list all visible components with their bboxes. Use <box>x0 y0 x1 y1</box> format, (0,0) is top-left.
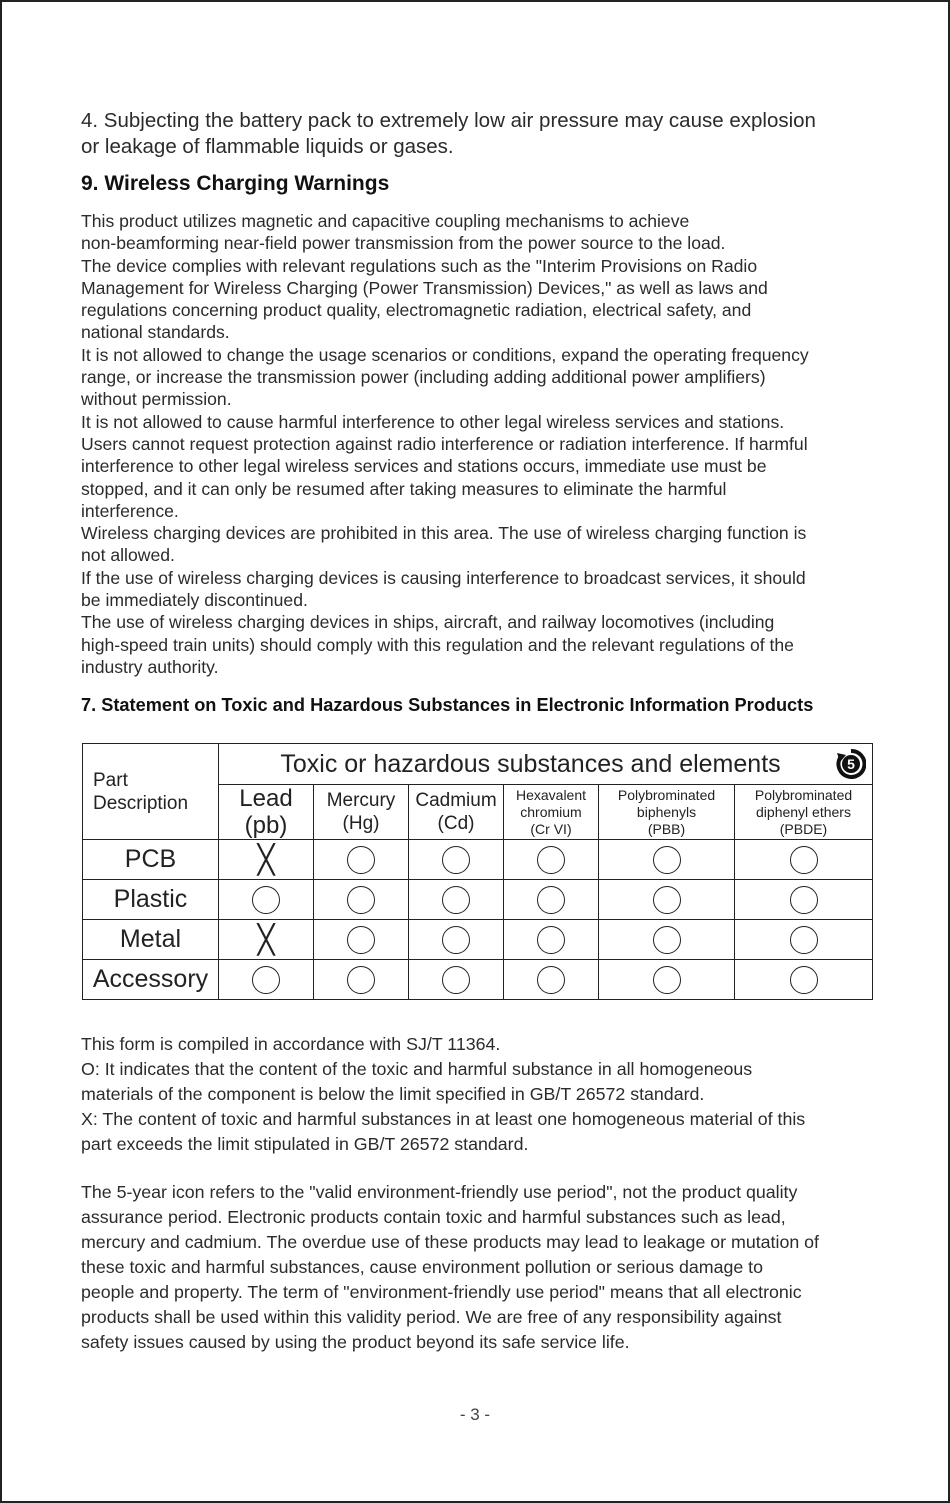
substance-mark-cell <box>409 880 504 920</box>
below-limit-circle-mark <box>442 966 470 994</box>
substance-mark-cell <box>219 880 314 920</box>
below-limit-circle-mark <box>347 926 375 954</box>
substance-mark-cell <box>599 840 735 880</box>
element-name: Mercury <box>326 790 396 811</box>
element-symbol: (Hg) <box>342 813 380 834</box>
substance-mark-cell <box>599 960 735 1000</box>
substance-mark-cell <box>735 960 873 1000</box>
toxic-heading: 7. Statement on Toxic and Hazardous Substances in Electronic Information Products <box>81 695 814 716</box>
table-body <box>83 840 873 1000</box>
exceeds-limit-mark: ╳ <box>257 843 275 875</box>
note-line: X: The content of toxic and harmful substances in at least one homogeneous material of this <box>81 1109 806 1129</box>
wireless-text-line: not allowed. <box>81 545 175 566</box>
element-symbol: (PBDE) <box>779 820 828 837</box>
part-name-cell: Accessory <box>83 960 219 1000</box>
table-header-row <box>83 744 873 785</box>
below-limit-circle-mark <box>347 886 375 914</box>
wireless-text-line: high-speed train units) should comply with this regulation and the relevant regulations of the <box>81 634 794 655</box>
below-limit-circle-mark <box>347 846 375 874</box>
part-description-header <box>83 744 219 840</box>
wireless-paragraph <box>81 210 873 678</box>
wireless-text-line: If the use of wireless charging devices is causing interference to broadcast services, it should <box>81 567 806 588</box>
below-limit-circle-mark <box>442 846 470 874</box>
below-limit-circle-mark <box>790 966 818 994</box>
wireless-text-line: Management for Wireless Charging (Power Transmission) Devices," as well as laws and <box>81 277 768 298</box>
below-limit-circle-mark <box>252 886 280 914</box>
legend-notes <box>81 1032 873 1157</box>
substance-mark-cell <box>504 920 599 960</box>
part-name-cell: Plastic <box>83 880 219 920</box>
note-line: mercury and cadmium. The overdue use of these products may lead to leakage or mutation of <box>81 1232 819 1252</box>
element-lead-header <box>219 785 314 840</box>
part-header-line: Description <box>93 792 189 814</box>
wireless-text-line: regulations concerning product quality, electromagnetic radiation, electrical safety, and <box>81 300 752 321</box>
wireless-text-line: range, or increase the transmission power (including adding additional power amplifiers) <box>81 367 766 388</box>
wireless-heading: 9. Wireless Charging Warnings <box>81 172 390 195</box>
note-line: This form is compiled in accordance with SJ/T 11364. <box>81 1034 501 1054</box>
badge-number: 5 <box>847 756 855 772</box>
below-limit-circle-mark <box>537 926 565 954</box>
element-symbol: (Cr VI) <box>530 820 572 837</box>
element-cadmium-header <box>409 785 504 840</box>
element-mercury-header <box>314 785 409 840</box>
substance-mark-cell <box>599 920 735 960</box>
substance-mark-cell <box>409 960 504 1000</box>
substance-mark-cell <box>219 920 314 960</box>
wireless-text-line: without permission. <box>81 389 232 410</box>
substance-mark-cell <box>219 960 314 1000</box>
substance-mark-cell <box>735 880 873 920</box>
group-header-text: Toxic or hazardous substances and elements <box>280 749 781 778</box>
note-line: assurance period. Electronic products contain toxic and harmful substances such as lead, <box>81 1207 786 1227</box>
wireless-text-line: non-beamforming near-field power transmission from the power source to the load. <box>81 233 726 254</box>
element-name: Polybrominated <box>754 786 853 803</box>
below-limit-circle-mark <box>537 886 565 914</box>
wireless-text-line: Wireless charging devices are prohibited in this area. The use of wireless charging function is <box>81 523 807 544</box>
substance-mark-cell <box>314 920 409 960</box>
wireless-text-line: industry authority. <box>81 656 219 677</box>
substance-mark-cell <box>504 880 599 920</box>
substance-mark-cell <box>735 840 873 880</box>
below-limit-circle-mark <box>653 966 681 994</box>
below-limit-circle-mark <box>252 966 280 994</box>
element-name: biphenyls <box>636 803 697 820</box>
below-limit-circle-mark <box>790 926 818 954</box>
part-name-cell: Metal <box>83 920 219 960</box>
below-limit-circle-mark <box>790 846 818 874</box>
substance-mark-cell <box>599 880 735 920</box>
below-limit-circle-mark <box>347 966 375 994</box>
substance-mark-cell <box>219 840 314 880</box>
exceeds-limit-mark: ╳ <box>257 923 275 955</box>
substance-mark-cell <box>735 920 873 960</box>
text-content <box>81 108 873 718</box>
element-pbde-header <box>735 785 873 840</box>
below-limit-circle-mark <box>790 886 818 914</box>
table-row <box>83 960 873 1000</box>
substance-mark-cell <box>314 840 409 880</box>
element-name: Hexavalent <box>515 786 587 803</box>
notes-section <box>81 1032 873 1355</box>
wireless-text-line: stopped, and it can only be resumed after taking measures to eliminate the harmful <box>81 478 727 499</box>
substance-mark-cell <box>314 880 409 920</box>
note-line: products shall be used within this validity period. We are free of any responsibility against <box>81 1307 782 1327</box>
below-limit-circle-mark <box>442 886 470 914</box>
battery-note-line: 4. Subjecting the battery pack to extremely low air pressure may cause explosion <box>81 109 816 132</box>
table-row <box>83 840 873 880</box>
wireless-text-line: Users cannot request protection against radio interference or radiation interference. If harmful <box>81 433 808 454</box>
below-limit-circle-mark <box>442 926 470 954</box>
table-row <box>83 920 873 960</box>
below-limit-circle-mark <box>653 846 681 874</box>
below-limit-circle-mark <box>653 926 681 954</box>
note-line: safety issues caused by using the product beyond its safe service life. <box>81 1332 630 1352</box>
below-limit-circle-mark <box>653 886 681 914</box>
note-line: The 5-year icon refers to the "valid environment-friendly use period", not the product quality <box>81 1182 798 1202</box>
substance-mark-cell <box>314 960 409 1000</box>
substance-mark-cell <box>504 960 599 1000</box>
part-name-cell: PCB <box>83 840 219 880</box>
note-line: these toxic and harmful substances, cause environment pollution or serious damage to <box>81 1257 763 1277</box>
hazardous-substances-table <box>82 743 873 1000</box>
element-name: Lead <box>239 785 293 812</box>
element-symbol: (Cd) <box>437 813 475 834</box>
substance-mark-cell <box>409 920 504 960</box>
wireless-text-line: be immediately discontinued. <box>81 590 308 611</box>
wireless-text-line: It is not allowed to cause harmful interference to other legal wireless services and stations. <box>81 411 785 432</box>
wireless-text-line: It is not allowed to change the usage scenarios or conditions, expand the operating frequency <box>81 344 809 365</box>
part-header-line: Part <box>93 769 128 791</box>
page-number: - 3 - <box>459 1405 491 1424</box>
element-name: chromium <box>520 803 582 820</box>
note-line: materials of the component is below the limit specified in GB/T 26572 standard. <box>81 1084 705 1104</box>
wireless-text-line: The device complies with relevant regulations such as the "Interim Provisions on Radio <box>81 255 758 276</box>
wireless-text-line: The use of wireless charging devices in ships, aircraft, and railway locomotives (including <box>81 612 775 633</box>
below-limit-circle-mark <box>537 966 565 994</box>
element-pbb-header <box>599 785 735 840</box>
substance-mark-cell <box>504 840 599 880</box>
substances-group-header <box>219 744 873 785</box>
element-name: Polybrominated <box>617 786 716 803</box>
element-hexavalent-chromium-header <box>504 785 599 840</box>
note-line: part exceeds the limit stipulated in GB/T 26572 standard. <box>81 1134 529 1154</box>
below-limit-circle-mark <box>537 846 565 874</box>
battery-note-line: or leakage of flammable liquids or gases. <box>81 135 454 158</box>
wireless-text-line: national standards. <box>81 322 230 343</box>
note-line: O: It indicates that the content of the toxic and harmful substance in all homogeneous <box>81 1059 753 1079</box>
note-line: people and property. The term of "environment-friendly use period" means that all electronic <box>81 1282 802 1302</box>
wireless-text-line: interference. <box>81 500 179 521</box>
element-symbol: (PBB) <box>647 820 686 837</box>
table-row <box>83 880 873 920</box>
substance-mark-cell <box>409 840 504 880</box>
battery-note <box>81 108 873 160</box>
wireless-text-line: This product utilizes magnetic and capacitive coupling mechanisms to achieve <box>81 211 690 231</box>
element-symbol: (pb) <box>244 812 288 839</box>
five-year-explanation <box>81 1180 873 1355</box>
five-year-environment-icon <box>836 749 866 779</box>
wireless-text-line: interference to other legal wireless services and stations occurs, immediate use must be <box>81 456 767 477</box>
element-name: Cadmium <box>415 790 497 811</box>
element-name: diphenyl ethers <box>756 803 851 820</box>
